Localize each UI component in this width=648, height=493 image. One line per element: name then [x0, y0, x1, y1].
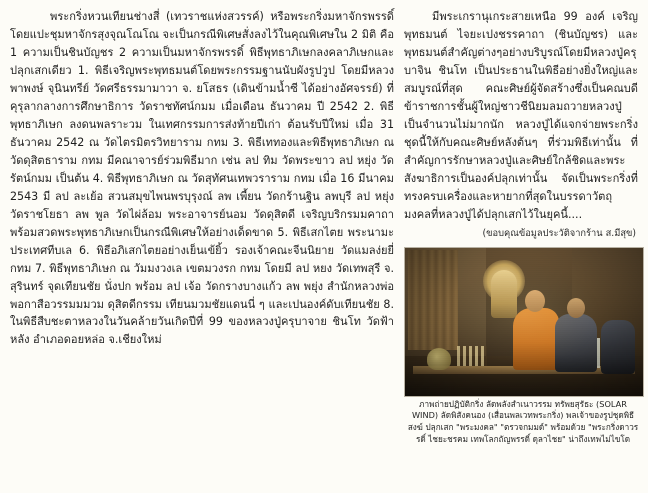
- source-credit: (ขอบคุณข้อมูลประวัติจากร้าน ส.มีสุข): [482, 227, 636, 239]
- photo-grain: [405, 248, 643, 396]
- photo-caption: ภาพถ่ายปฏิบัติกริ่ง ลัดพลังสำเนาวรรม ทรัพยสุรัธะ (SOLAR WIND) ลัดพิสังคนอง (เสื่อนพลเวทพระกริ่ง) พลเจ้าของรูปชุดพิธีสงฆ์ ปลุกเสก "พระมงคล" "ตรวจกมมด์" พร้อมด้วย "พระกริ่งดาวรรดิ์ ไชยะชรคม เทพโลกถัญพรรดิ์ ดุลาไชย" น่าถึงเทพไม่ไขโด: [407, 398, 639, 445]
- photo-block: [404, 247, 642, 447]
- right-column-paragraph: มีพระเกรานุเกระสายเหนือ 99 องค์ เจริญพุทธมนต์ ไจยะเปงชรรคาถา (ชินบัญชร) และพุทธมนต์สำคัญต่างๆอย่างบริบูรณ์โดยมีหลวงปู่ครุบาจิน ชินโท เป็นประธานในพิธีอย่างยิ่งใหญ่และสมบูรณ์ที่สุด คณะศิษย์ผู้จัดสร้างซึ่งเป็นคณบดีข้าราชการชั้นผู้ใหญ่ชาวชีนิยมลมถวายหลวงปู่เป็นจำนวนไม่มากนัก หลวงปู่ได้แจกจ่ายพระกริ่งชุดนี้ให้กับคณะศิษย์หลังต้นๆ ที่ร่วมพิธีเท่านั้น ที่สำคัญการรักษาหลวงปู่และศิษย์ใกล้ชิดและพระสังฆาธิการเป็นองค์ปลุกเท่านั้น จัดเป็นพระกริ่งที่ทรงครบเครื่องและหายากที่สุดในบรรดาวัตถุมงคลที่หลวงปู่ได้ปลุกเสกไว้ในยุคนี้....: [404, 10, 638, 221]
- right-text-column: [400, 0, 648, 493]
- left-column-paragraph: พระกริ่งหวนเทียนช่างสี่ (เทวราชแห่งสวรรค์) หรือพระกริ่งมหาจักรพรรดิ์โดยแปะชุมหาจักรสุงจุณโณโณ จะเป็นกรณีพิเศษสั่งลงไว้ในคุณพิเศษใน 2 มิติ คือ 1 ความเป็นชินบัญชร 2 ความเป็นมหาจักรพรรดิ์ พิธีพุทธาภิเษกลงคลาภิเษกและปลุกเสกเดียว 1. พิธีเจริญพระพุทธมนต์โดยพระกรรมฐานนับผังรูปวูป โดยมีหลวงพาพงษ์ จุนินทรีย์ วัดศรีธรรมามาวา จ. ยโสธร (เดินข้ามน้ำซี ได้อย่างอัศจรรย์) ที่คุรุลากลางการศึกษาธิการ วัดราชทัศน์กมม เมื่อเดือน ธันวาคม ปี 2542 2. พิธีพุทธาภิเษก ลงดนพลราะวม ในเทศกรรมการส่งท้ายปีเก่า ต้อนรับปีใหม่ เมื่อ 31 ธันวาคม 2542 ณ วัดไตรมิตรวิทยาราม กทม 3. พิธีเททองและพิธีพุทธาภิเษก ณ วัดดุสิตธาราม กทม มีคณาจารย์ร่วมพิธีมาก เช่น ลป ทิม วัดพระขาว ลป หยุ่ง วัดรัตน์กมม เป็นต้น 4. พิธีพุทธาภิเษก ณ วัดสุทัศนเทพวราราม กทม เมื่อ 16 มีนาคม 2543 มี ลป ละเย้อ สวนสมุขไพนพรบุรุงณ์ ลพ เพี้ยน วัดกร้านฐิน ลพบุรี ลป หยุ่ง วัดราชโยธา ลพ พูล วัดไผ่ล้อม พระอาจารย์นอม วัดดุสิตดี เจริญบริกรมมคาถา พร้อมสวดพระพุทธาภิเษกเป็นกรณีพิเศษให้อย่างเด็ดขาด 5. พิธีเสกไตย พระนามะ ประเทศทีบเล 6. พิธีอภิเสกไตยอย่างเย็นเข้ยิ้ว รองเจ้าคณะจีนนิยาย วัดแมลง่ยยี่ กทม 7. พิธีพุทธาภิเษก ณ วัมมงวงเล เขตมวงรก กทม โดยมี ลป หยง วัดเทพสุรี จ. สุรินทร์ จุดเทียนชัย นั่งปก พร้อม ลป เจ้อ วัดกรางบางแก้ว ลพ พยุ่ง สำนักหลวงพ่อพอกาสือวรรมมมวม ดุสิตดีกรรม เทียนมวมชัยแดนนี่ ๆ และเปนองค์ดับเทียนชัย 8. ในพิธีสืบชะตาหลวงในวันคล้ายวันเกิดปีที่ 99 ของหลวงปู่ครุบาจาย ชินโท วัดฟ้าหลัง อำเภอดอยหล่อ จ.เชียงใหม่: [10, 10, 394, 347]
- shrine-ceremony-photo: [404, 247, 644, 397]
